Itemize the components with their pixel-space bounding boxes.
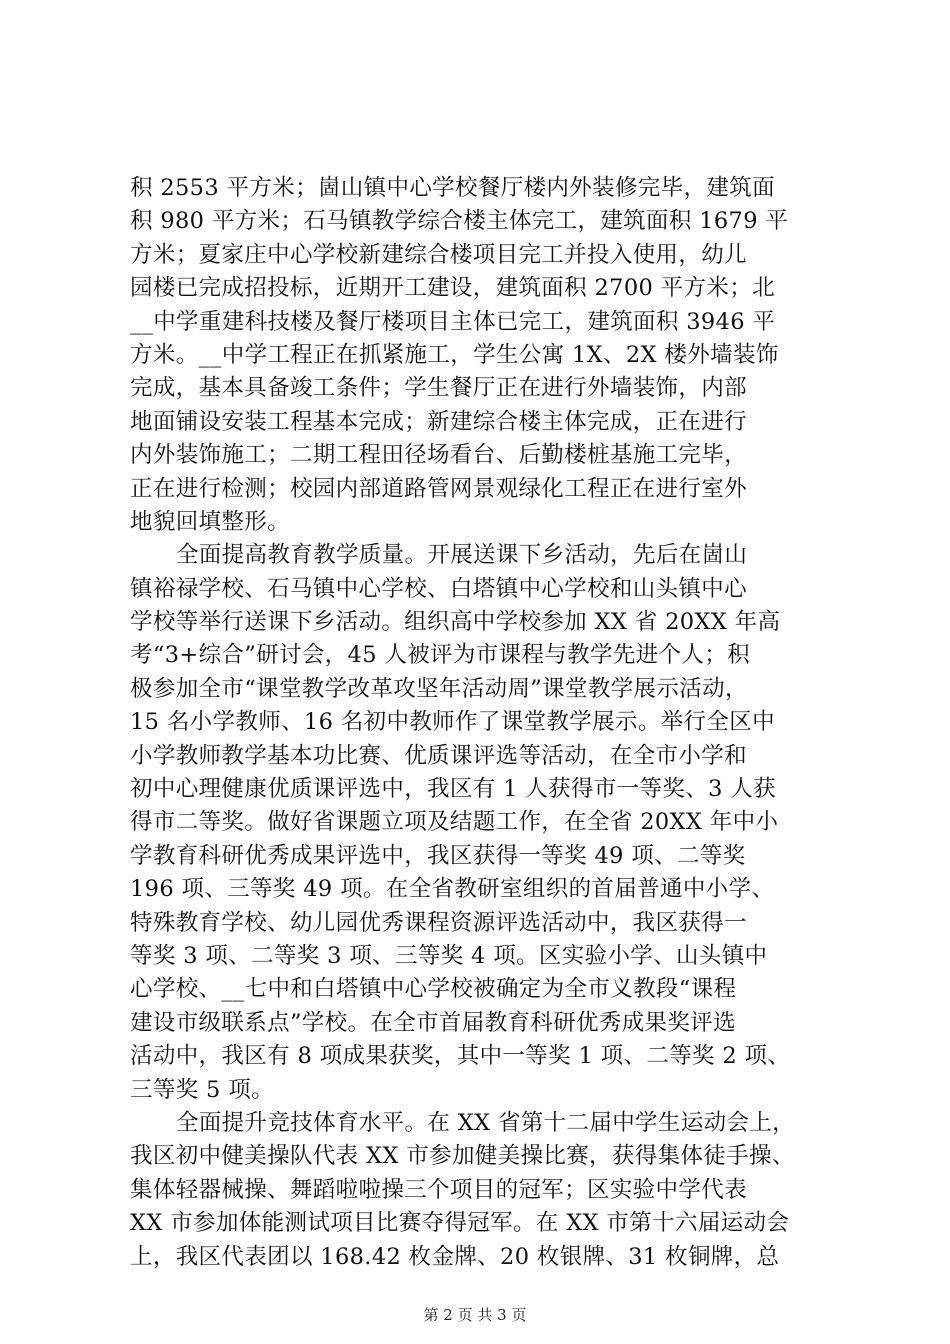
text-line: 全面提高教育教学质量。开展送课下乡活动，先后在崮山 [176, 542, 748, 569]
text-line: 小学教师教学基本功比赛、优质课评选等活动，在全市小学和 [130, 742, 747, 769]
text-line: 积 2553 平方米；崮山镇中心学校餐厅楼内外装修完毕，建筑面 [130, 175, 775, 201]
text-line: 积 980 平方米；石马镇教学综合楼主体完工，建筑面积 1679 平 [130, 208, 789, 235]
text-line: 上，我区代表团以 168.42 枚金牌、20 枚银牌、31 枚铜牌，总 [130, 1243, 780, 1270]
text-line: 地貌回填整形。 [130, 508, 290, 535]
text-line: 园楼已完成招投标，近期开工建设，建筑面积 2700 平方米；北 [130, 275, 775, 302]
text-line: 极参加全市“课堂教学改革攻坚年活动周”课堂教学展示活动， [130, 675, 748, 702]
text-line: 考“3+综合”研讨会，45 人被评为市课程与教学先进个人；积 [130, 642, 750, 669]
body-text [130, 172, 830, 1274]
text-line: 建设市级联系点”学校。在全市首届教育科研优秀成果奖评选 [130, 1009, 736, 1036]
text-line: XX 市参加体能测试项目比赛夺得冠军。在 XX 市第十六届运动会 [130, 1210, 790, 1237]
page-footer: 第 2 页 共 3 页 [423, 1306, 527, 1324]
text-line: 地面铺设安装工程基本完成；新建综合楼主体完成，正在进行 [130, 408, 747, 435]
text-line: 得市二等奖。做好省课题立项及结题工作，在全省 20XX 年中小 [130, 809, 779, 836]
text-line: 全面提升竞技体育水平。在 XX 省第十二届中学生运动会上， [176, 1109, 795, 1136]
text-line: 方米。__中学工程正在抓紧施工，学生公寓 1X、2X 楼外墙装饰 [130, 341, 779, 368]
text-line: 活动中，我区有 8 项成果获奖，其中一等奖 1 项、二等奖 2 项、 [130, 1043, 791, 1070]
text-line: 初中心理健康优质课评选中，我区有 1 人获得市一等奖、3 人获 [130, 776, 776, 803]
text-line: 方米；夏家庄中心学校新建综合楼项目完工并投入使用，幼儿 [130, 241, 747, 268]
text-line: 镇裕禄学校、石马镇中心学校、白塔镇中心学校和山头镇中心 [130, 575, 747, 602]
text-line: 心学校、__七中和白塔镇中心学校被确定为全市义教段“课程 [130, 976, 737, 1003]
text-line: 特殊教育学校、幼儿园优秀课程资源评选活动中，我区获得一 [130, 909, 747, 936]
text-line: 我区初中健美操队代表 XX 市参加健美操比赛，获得集体徒手操、 [130, 1143, 795, 1170]
text-line: 学校等举行送课下乡活动。组织高中学校参加 XX 省 20XX 年高 [130, 609, 781, 636]
text-line: 196 项、三等奖 49 项。在全省教研室组织的首届普通中小学、 [130, 876, 775, 903]
text-line: 学教育科研优秀成果评选中，我区获得一等奖 49 项、二等奖 [130, 842, 746, 869]
text-line: 完成，基本具备竣工条件；学生餐厅正在进行外墙装饰，内部 [130, 375, 747, 402]
text-line: 等奖 3 项、二等奖 3 项、三等奖 4 项。区实验小学、山头镇中 [130, 942, 768, 969]
text-line: 正在进行检测；校园内部道路管网景观绿化工程正在进行室外 [130, 475, 747, 502]
text-line: 集体轻器械操、舞蹈啦啦操三个项目的冠军；区实验中学代表 [130, 1176, 747, 1203]
text-line: 三等奖 5 项。 [130, 1076, 274, 1103]
text-line: 内外装饰施工；二期工程田径场看台、后勤楼桩基施工完毕， [130, 442, 747, 469]
text-line: 15 名小学教师、16 名初中教师作了课堂教学展示。举行全区中 [130, 709, 775, 736]
text-line: __中学重建科技楼及餐厅楼项目主体已完工，建筑面积 3946 平 [130, 308, 776, 335]
